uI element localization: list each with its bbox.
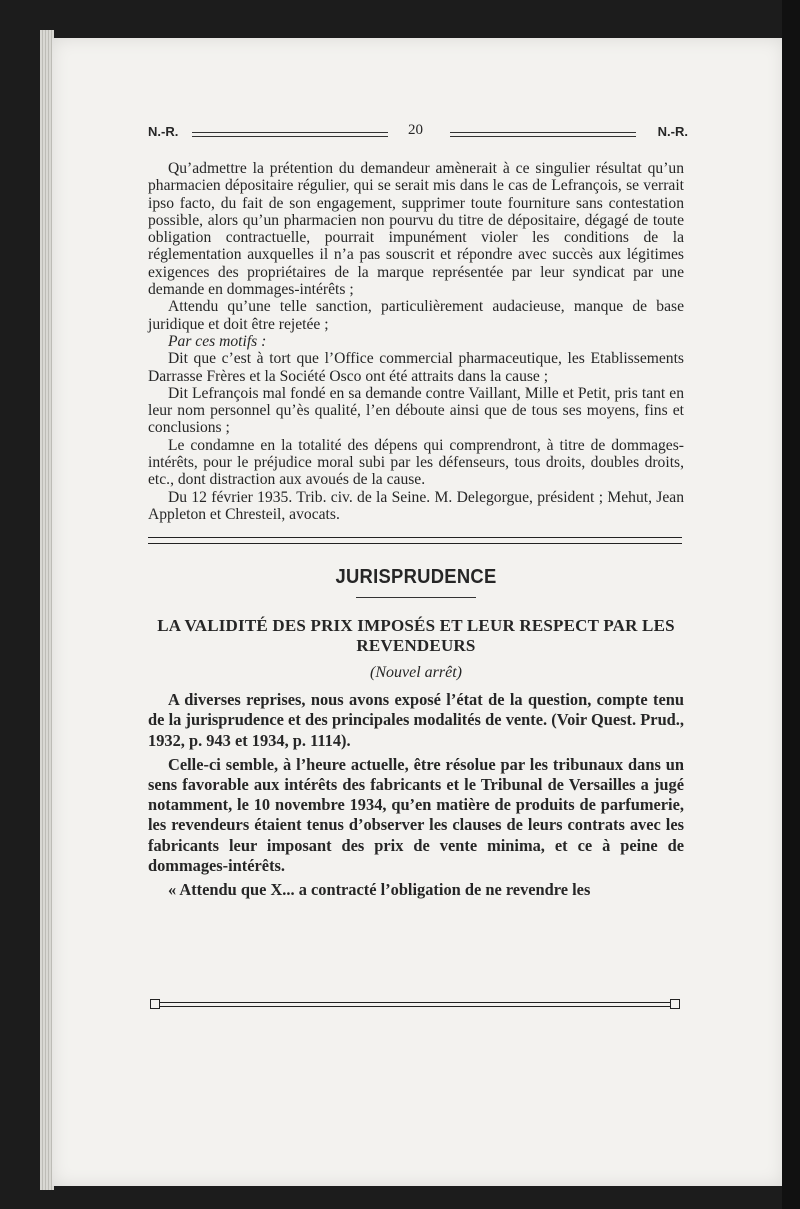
paragraph: Qu’admettre la prétention du demandeur amènerait à ce singulier résultat qu’un pharmacien dépositaire régulier, qui se serait mis dans le cas de Lefrançois, se verrait ipso facto, du fait de son engagement, supprimer toute fourniture sans contestation possible, alors qu’un pharmacien non pourvu du titre de dépositaire, dégagé de toute obligation contractuelle, pourrait impunément violer les conditions de la réglementation auxquelles il n’a pas souscrit et répondre avec succès aux légitimes exigences des propriétaires de la marque représentée par leur syndicat par une demande en dommages-intérêts ;	[148, 160, 684, 299]
running-header	[148, 120, 688, 144]
header-right-label: N.-R.	[657, 124, 688, 139]
paragraph: Dit que c’est à tort que l’Office commercial pharmaceutique, les Etablissements Darrasse Frères et la Société Osco ont été attraits dans la cause ;	[148, 350, 684, 385]
paragraph: Dit Lefrançois mal fondé en sa demande contre Vaillant, Mille et Petit, pris tant en leur nom personnel qu’ès qualité, l’en déboute ainsi que de tous ses moyens, fins et conclusions ;	[148, 384, 684, 437]
page-number: 20	[408, 122, 423, 138]
section-divider	[148, 537, 682, 544]
judgment-text	[148, 160, 684, 523]
footer-ornament-rule	[150, 998, 680, 1012]
section-title: JURISPRUDENCE	[335, 566, 497, 589]
paragraph: Attendu qu’une telle sanction, particulièrement audacieuse, manque de base juridique et doit être rejetée ;	[148, 298, 684, 333]
title-underline	[356, 597, 476, 598]
header-rule-right	[450, 132, 636, 137]
article-body	[148, 690, 684, 900]
article-title: LA VALIDITÉ DES PRIX IMPOSÉS ET LEUR RESPECT PAR LES REVENDEURS	[157, 616, 675, 656]
page-content	[148, 120, 688, 900]
paragraph: A diverses reprises, nous avons exposé l’état de la question, compte tenu de la jurisprudence et des principales modalités de vente. (Voir Quest. Prud., 1932, p. 943 et 1934, p. 1114).	[148, 690, 684, 750]
square-ornament-icon	[670, 999, 680, 1009]
scan-border-right	[782, 0, 800, 1209]
header-rule-left	[192, 132, 388, 137]
paragraph: Du 12 février 1935. Trib. civ. de la Seine. M. Delegorgue, président ; Mehut, Jean Appleton et Chresteil, avocats.	[148, 488, 684, 523]
motifs-heading: Par ces motifs :	[168, 332, 267, 350]
paragraph: Le condamne en la totalité des dépens qui comprendront, à titre de dommages-intérêts, pour le préjudice moral subi par les défenseurs, tous droits, doubles droits, etc., dont distraction aux avoués de la cause.	[148, 436, 684, 489]
square-ornament-icon	[150, 999, 160, 1009]
footer-rule-line	[160, 1002, 670, 1007]
paragraph: Celle-ci semble, à l’heure actuelle, être résolue par les tribunaux dans un sens favorable aux intérêts des fabricants et le Tribunal de Versailles a jugé notamment, le 10 novembre 1934, qu’en matière de produits de parfumerie, les revendeurs étaient tenus d’observer les clauses de leurs contrats avec les fabricants leur imposant des prix de vente minima, et ce à peine de dommages-intérêts.	[148, 754, 684, 875]
header-left-label: N.-R.	[148, 124, 179, 139]
paragraph: « Attendu que X... a contracté l’obligation de ne revendre les	[168, 880, 591, 900]
article-subtitle: (Nouvel arrêt)	[370, 664, 462, 682]
